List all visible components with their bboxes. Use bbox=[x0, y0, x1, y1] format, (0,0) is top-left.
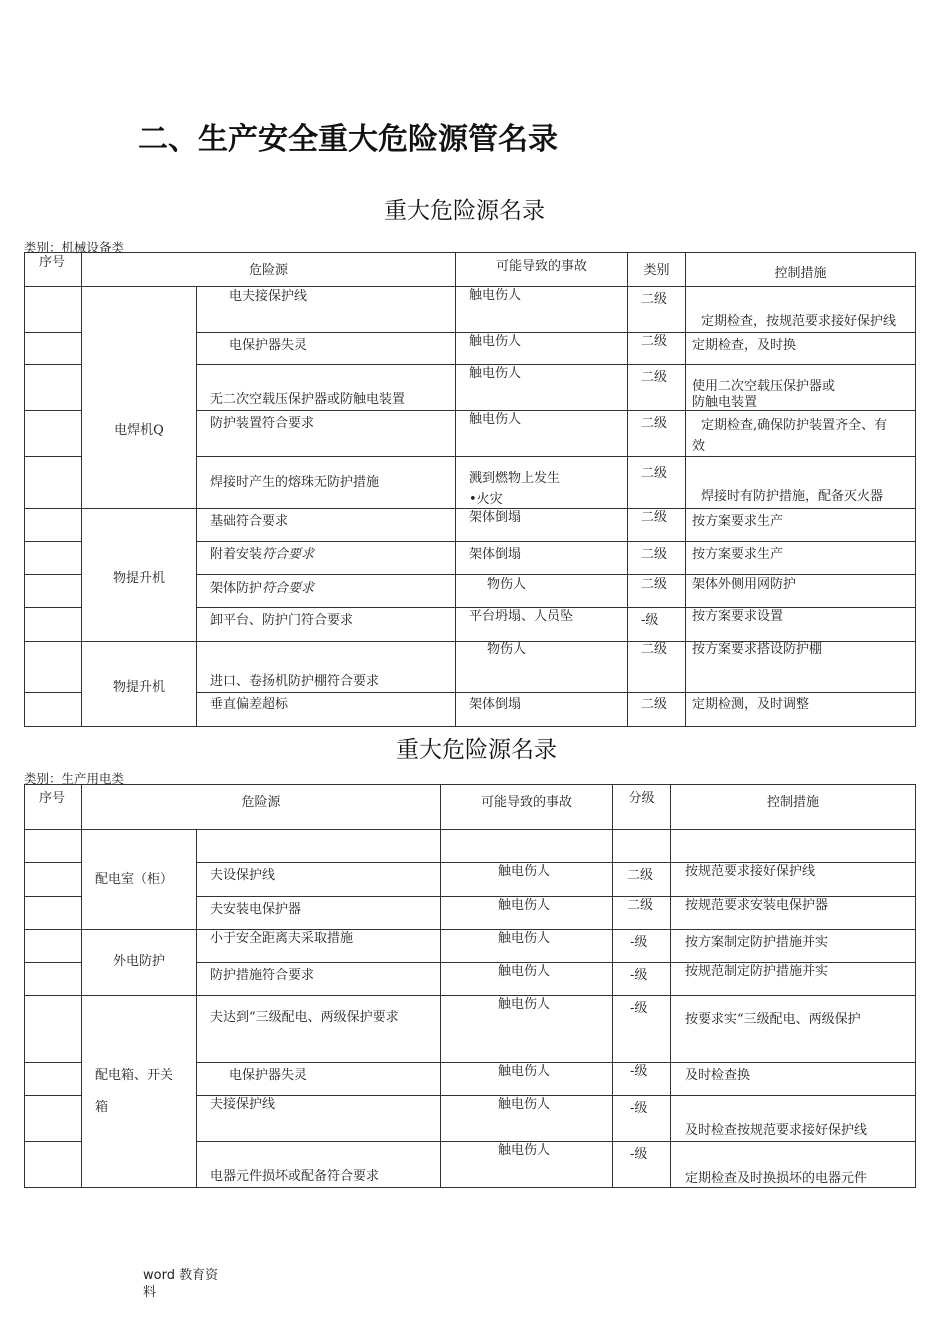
table-cell bbox=[197, 333, 456, 365]
table-cell bbox=[25, 542, 82, 575]
table-cell bbox=[25, 996, 82, 1063]
cell-level: -级 bbox=[641, 613, 659, 628]
group-cell bbox=[82, 509, 197, 642]
table-cell bbox=[25, 575, 82, 608]
cell-level: 分级 bbox=[628, 791, 655, 806]
group-cell bbox=[82, 996, 197, 1188]
cell-control: 按方案制定防护措施并实 bbox=[685, 935, 829, 950]
table-cell bbox=[671, 1063, 916, 1096]
table-row bbox=[25, 930, 916, 963]
cell-hazard: 焊接时产生的熔珠无防护措施 bbox=[210, 475, 380, 490]
group-cell bbox=[82, 830, 197, 930]
cell-accident: 触电伤人 bbox=[498, 864, 551, 879]
table-cell bbox=[456, 457, 628, 509]
cell-hazard: 防护措施符合要求 bbox=[210, 968, 315, 983]
cell-hazard: 架体防护 bbox=[210, 581, 263, 596]
cell-accident: 触电伤人 bbox=[498, 1143, 551, 1158]
table-cell bbox=[613, 1142, 671, 1188]
cell-control2: 效 bbox=[692, 439, 706, 454]
table-row bbox=[25, 287, 916, 333]
cell-level: 二级 bbox=[641, 697, 668, 712]
table-cell bbox=[686, 411, 916, 457]
header-cell bbox=[25, 785, 82, 830]
cell-accident: 架体倒塌 bbox=[469, 510, 522, 525]
table-cell bbox=[628, 608, 686, 642]
cell-level: -级 bbox=[630, 1064, 648, 1079]
cell-2: 配电箱、开关 bbox=[95, 1068, 174, 1083]
table-cell bbox=[456, 333, 628, 365]
table-cell bbox=[613, 996, 671, 1063]
cell-level: -级 bbox=[630, 1101, 648, 1116]
header-cell bbox=[628, 253, 686, 287]
table-cell bbox=[25, 963, 82, 996]
cell-hazard: 夫安装电保护器 bbox=[210, 902, 302, 917]
table-cell bbox=[25, 1063, 82, 1096]
cell-control: 按要求实“三级配电、两级保护 bbox=[685, 1012, 861, 1027]
cell-control: 按方案要求设置 bbox=[692, 609, 784, 624]
table-cell bbox=[197, 830, 441, 863]
cell-level: -级 bbox=[630, 1001, 648, 1016]
cell-accident: 可能导致的事故 bbox=[480, 795, 572, 810]
cell-hazard: 进口、卷扬机防护棚符合要求 bbox=[210, 674, 380, 689]
table-cell bbox=[441, 930, 613, 963]
table-cell bbox=[25, 1142, 82, 1188]
table-cell bbox=[197, 1096, 441, 1142]
table-cell bbox=[613, 897, 671, 930]
table-cell bbox=[197, 287, 456, 333]
table-cell bbox=[686, 509, 916, 542]
table-cell bbox=[456, 642, 628, 693]
table-cell bbox=[25, 411, 82, 457]
table-cell bbox=[441, 963, 613, 996]
cell-level: 二级 bbox=[641, 416, 668, 431]
cell-hazard: 小于安全距离夫采取措施 bbox=[210, 931, 354, 946]
table-cell bbox=[197, 693, 456, 727]
header-cell bbox=[82, 253, 456, 287]
table-cell bbox=[613, 1063, 671, 1096]
table-cell bbox=[686, 365, 916, 411]
table-cell bbox=[628, 642, 686, 693]
cell-hazard: 危险源 bbox=[248, 263, 288, 278]
table-cell bbox=[686, 693, 916, 727]
table-cell bbox=[25, 830, 82, 863]
cell-accident: 触电伤人 bbox=[498, 898, 551, 913]
table-cell bbox=[197, 575, 456, 608]
cell-accident: 触电伤人 bbox=[498, 1097, 551, 1112]
cell-hazard: 垂直偏差超标 bbox=[210, 697, 289, 712]
cell-level: 二级 bbox=[641, 370, 668, 385]
table-cell bbox=[25, 608, 82, 642]
table-cell bbox=[197, 411, 456, 457]
cell-control: 控制措施 bbox=[774, 266, 827, 281]
cell-level: 二级 bbox=[627, 898, 654, 913]
table-cell bbox=[686, 642, 916, 693]
cell-accident: 触电伤人 bbox=[498, 931, 551, 946]
cell-control: 定期检查，及时换 bbox=[692, 338, 797, 353]
cell-hazard: 无二次空载压保护器或防触电装置 bbox=[210, 392, 406, 407]
cell-accident: 触电伤人 bbox=[469, 366, 522, 381]
hazard-table-machinery bbox=[24, 252, 916, 727]
table-cell bbox=[197, 608, 456, 642]
cell-control2: 防触电装置 bbox=[692, 395, 758, 410]
cell-control: 按方案要求生产 bbox=[692, 514, 784, 529]
table1-category: 类别：机械设备类 bbox=[24, 240, 125, 255]
table-cell bbox=[25, 457, 82, 509]
table-cell bbox=[686, 457, 916, 509]
table-cell bbox=[456, 287, 628, 333]
footer-line-2: 料 bbox=[143, 1285, 157, 1300]
table-cell bbox=[628, 333, 686, 365]
cell-accident: 触电伤人 bbox=[498, 1064, 551, 1079]
table-cell bbox=[197, 642, 456, 693]
cell-2: 物提升机 bbox=[112, 680, 165, 695]
cell-control: 按方案要求生产 bbox=[692, 547, 784, 562]
cell-level: -级 bbox=[630, 935, 648, 950]
cell-control: 按规范制定防护措施并实 bbox=[685, 964, 829, 979]
table-cell bbox=[686, 542, 916, 575]
cell-accident: 架体倒塌 bbox=[469, 547, 522, 562]
cell-no: 序号 bbox=[39, 791, 66, 806]
cell-hazard: 夫接保护线 bbox=[210, 1097, 276, 1112]
cell-control: 定期检查及时换损坏的电器元件 bbox=[685, 1171, 868, 1186]
table-cell bbox=[197, 1063, 441, 1096]
cell-hazard: 电保护器失灵 bbox=[229, 1068, 308, 1083]
cell-level: -级 bbox=[630, 968, 648, 983]
table-cell bbox=[25, 509, 82, 542]
table-cell bbox=[25, 1096, 82, 1142]
table-cell bbox=[628, 365, 686, 411]
table-cell bbox=[456, 693, 628, 727]
cell-hazard: 卸平台、防护门符合要求 bbox=[210, 613, 354, 628]
group-cell bbox=[82, 642, 197, 727]
cell-control: 定期检查,确保防护装置齐全、有 bbox=[701, 418, 888, 433]
table-cell bbox=[456, 411, 628, 457]
table-cell bbox=[25, 693, 82, 727]
header-cell bbox=[456, 253, 628, 287]
group-cell bbox=[82, 287, 197, 509]
table-cell bbox=[25, 930, 82, 963]
cell-level: 二级 bbox=[641, 466, 668, 481]
table-cell bbox=[25, 642, 82, 693]
cell-0: 配电室（柜） bbox=[95, 872, 174, 887]
table-cell bbox=[197, 542, 456, 575]
cell-accident: 物伤人 bbox=[487, 577, 527, 592]
cell-level: 类别 bbox=[643, 263, 670, 278]
table-cell bbox=[441, 863, 613, 897]
header-cell bbox=[613, 785, 671, 830]
table-cell bbox=[628, 509, 686, 542]
cell-control: 定期检查，按规范要求接好保护线 bbox=[701, 314, 897, 329]
table-cell bbox=[628, 411, 686, 457]
table-cell bbox=[628, 693, 686, 727]
table-cell bbox=[671, 930, 916, 963]
table-cell bbox=[628, 287, 686, 333]
table-cell bbox=[671, 1096, 916, 1142]
table-cell bbox=[197, 897, 441, 930]
table-cell bbox=[671, 1142, 916, 1188]
table2-category: 类别：生产用电类 bbox=[24, 771, 125, 786]
cell-accident2: •火灾 bbox=[469, 492, 503, 507]
cell-hazard-text bbox=[210, 581, 314, 597]
header-cell bbox=[25, 253, 82, 287]
cell-accident: 溅到燃物上发生 bbox=[469, 471, 561, 486]
header-cell bbox=[82, 785, 441, 830]
table-cell bbox=[25, 897, 82, 930]
header-cell bbox=[671, 785, 916, 830]
table-header-row bbox=[25, 253, 916, 287]
cell-hazard: 基础符合要求 bbox=[210, 514, 289, 529]
page-heading: 二、生产安全重大危险源管名录 bbox=[138, 122, 558, 157]
table-header-row bbox=[25, 785, 916, 830]
cell-0: 电焊机Q bbox=[114, 423, 164, 438]
table-cell bbox=[671, 963, 916, 996]
table-row bbox=[25, 642, 916, 693]
cell-1: 物提升机 bbox=[112, 571, 165, 586]
table-cell bbox=[197, 963, 441, 996]
cell-control: 按方案要求搭设防护棚 bbox=[692, 642, 823, 657]
table-cell bbox=[441, 1096, 613, 1142]
cell-control: 及时检查换 bbox=[685, 1068, 751, 1083]
table-cell bbox=[197, 509, 456, 542]
table-cell bbox=[456, 509, 628, 542]
cell-hazard-it: 符合要求 bbox=[262, 547, 315, 562]
table-cell bbox=[671, 996, 916, 1063]
table-row bbox=[25, 996, 916, 1063]
header-cell bbox=[441, 785, 613, 830]
table-cell bbox=[197, 930, 441, 963]
cell-control: 按规范要求接好保护线 bbox=[685, 864, 816, 879]
table-cell bbox=[441, 897, 613, 930]
table-cell bbox=[456, 575, 628, 608]
cell-level: 二级 bbox=[641, 292, 668, 307]
cell-accident: 平台坍塌、人员坠 bbox=[469, 609, 574, 624]
table2-title: 重大危险源名录 bbox=[396, 737, 557, 763]
cell-accident: 物伤人 bbox=[487, 642, 527, 657]
cell-hazard: 危险源 bbox=[241, 795, 281, 810]
table-cell bbox=[197, 996, 441, 1063]
cell-level: 二级 bbox=[641, 547, 668, 562]
cell-hazard: 防护装置符合要求 bbox=[210, 416, 315, 431]
table-cell bbox=[628, 542, 686, 575]
table-cell bbox=[671, 897, 916, 930]
hazard-table-electric bbox=[24, 784, 916, 1188]
table-cell bbox=[686, 575, 916, 608]
cell-control: 按规范要求安装电保护器 bbox=[685, 898, 829, 913]
table-cell bbox=[671, 863, 916, 897]
cell-3: 箱 bbox=[95, 1100, 109, 1115]
table-cell bbox=[25, 287, 82, 333]
group-cell bbox=[82, 930, 197, 996]
cell-accident: 触电伤人 bbox=[469, 412, 522, 427]
table-cell bbox=[197, 863, 441, 897]
table-cell bbox=[628, 457, 686, 509]
cell-level: 二级 bbox=[641, 577, 668, 592]
table-cell bbox=[441, 1142, 613, 1188]
table-cell bbox=[613, 1096, 671, 1142]
table-cell bbox=[456, 608, 628, 642]
table-cell bbox=[25, 333, 82, 365]
table-cell bbox=[671, 830, 916, 863]
cell-control: 使用二次空载压保护器或 bbox=[692, 379, 836, 394]
cell-control: 焊接时有防护措施，配备灭火器 bbox=[701, 489, 884, 504]
cell-accident: 可能导致的事故 bbox=[495, 259, 587, 274]
cell-accident: 触电伤人 bbox=[469, 288, 522, 303]
cell-control: 定期检测，及时调整 bbox=[692, 697, 810, 712]
cell-control: 及时检查按规范要求接好保护线 bbox=[685, 1123, 868, 1138]
table-cell bbox=[628, 575, 686, 608]
cell-accident: 触电伤人 bbox=[469, 334, 522, 349]
table-cell bbox=[25, 863, 82, 897]
cell-hazard: 夫达到“三级配电、两级保护要求 bbox=[210, 1010, 399, 1025]
cell-accident: 触电伤人 bbox=[498, 997, 551, 1012]
table-cell bbox=[613, 863, 671, 897]
cell-hazard: 电夫接保护线 bbox=[229, 289, 308, 304]
header-cell bbox=[686, 253, 916, 287]
cell-hazard-it: 符合要求 bbox=[262, 581, 315, 596]
cell-no: 序号 bbox=[39, 255, 66, 270]
table-cell bbox=[441, 996, 613, 1063]
cell-hazard: 附着安装 bbox=[210, 547, 263, 562]
table-row bbox=[25, 830, 916, 863]
cell-level: 二级 bbox=[641, 510, 668, 525]
cell-accident: 触电伤人 bbox=[498, 964, 551, 979]
cell-hazard: 电保护器失灵 bbox=[229, 338, 308, 353]
table-cell bbox=[197, 1142, 441, 1188]
table-cell bbox=[197, 365, 456, 411]
table-cell bbox=[25, 365, 82, 411]
cell-control: 控制措施 bbox=[766, 795, 819, 810]
cell-level: 二级 bbox=[641, 334, 668, 349]
table1-title: 重大危险源名录 bbox=[384, 198, 545, 224]
table-cell bbox=[686, 608, 916, 642]
cell-1: 外电防护 bbox=[113, 954, 166, 969]
table-cell bbox=[441, 1063, 613, 1096]
table-cell bbox=[456, 542, 628, 575]
cell-accident: 架体倒塌 bbox=[469, 697, 522, 712]
table-cell bbox=[197, 457, 456, 509]
cell-control: 架体外侧用网防护 bbox=[692, 577, 797, 592]
cell-level: 二级 bbox=[641, 642, 668, 657]
table-cell bbox=[441, 830, 613, 863]
cell-hazard: 夫设保护线 bbox=[210, 868, 276, 883]
cell-level: 二级 bbox=[627, 868, 654, 883]
cell-hazard-text bbox=[210, 547, 314, 563]
cell-level: -级 bbox=[630, 1147, 648, 1162]
table-cell bbox=[456, 365, 628, 411]
footer-line-1: word 教育资 bbox=[143, 1268, 219, 1283]
cell-hazard: 电器元件损坏或配备符合要求 bbox=[210, 1169, 380, 1184]
table-cell bbox=[613, 830, 671, 863]
table-row bbox=[25, 509, 916, 542]
table-cell bbox=[613, 930, 671, 963]
table-cell bbox=[613, 963, 671, 996]
table-cell bbox=[686, 287, 916, 333]
table-cell bbox=[686, 333, 916, 365]
